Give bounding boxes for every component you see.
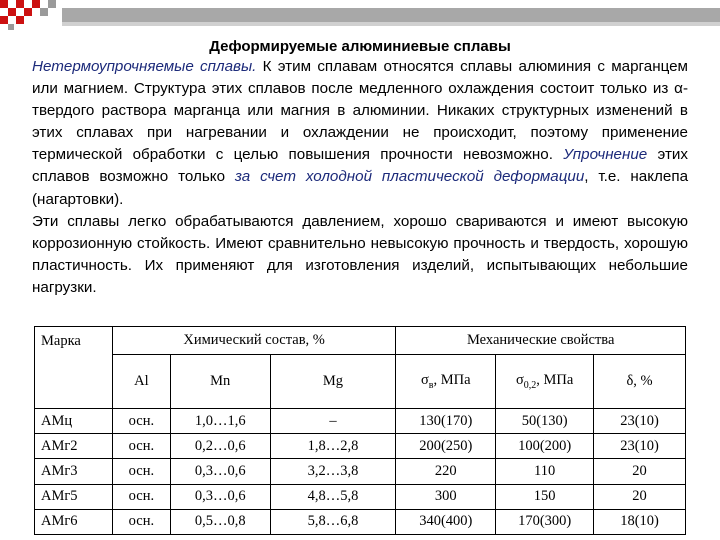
- cell-grade: АМг3: [35, 459, 113, 484]
- cell-sigma-b: 200(250): [396, 434, 496, 459]
- cell-al: осн.: [112, 434, 170, 459]
- table-row: [35, 434, 686, 459]
- checkered-squares-icon: [0, 0, 720, 30]
- table-row: [35, 484, 686, 509]
- cell-al: осн.: [112, 509, 170, 534]
- table-row: [35, 509, 686, 534]
- sigma-b-index: в: [428, 379, 434, 391]
- sigma-b-unit: , МПа: [433, 372, 471, 389]
- header-mg: Mg: [270, 355, 396, 409]
- text-a: К этим сплавам относятся сплавы алюминия с марганцем или магнием. Структура этих сплавов после медленного охлаждения состоит только из α-твердого раствора марганца или магния в алюминии. Никаких структурных изменений в этих сплавах при нагревании и охлаждении не происходит, поэтому применение термической обработки с целью повышения прочности невозможно.: [32, 58, 688, 164]
- table-subheader-row: [35, 355, 686, 409]
- cell-grade: АМг2: [35, 434, 113, 459]
- paragraph-properties: Эти сплавы легко обрабатываются давлением, хорошо свариваются и имеют высокую коррозионную стойкость. Имеют сравнительно невысокую прочность и твердость, хорошую пластичность. Их применяют для изготовления изделий, испытывающих небольшие нагрузки.: [32, 212, 688, 296]
- cell-mg: 5,8…6,8: [270, 509, 396, 534]
- cell-sigma-b: 130(170): [396, 409, 496, 434]
- cell-sigma-02: 150: [496, 484, 594, 509]
- cell-delta: 20: [594, 484, 686, 509]
- header-tensile-strength: [396, 355, 496, 409]
- sigma-symbol: σ: [515, 372, 524, 389]
- body-text: [32, 56, 688, 299]
- page-title: Деформируемые алюминиевые сплавы: [209, 38, 511, 55]
- cell-mn: 0,5…0,8: [170, 509, 270, 534]
- alloy-properties-table: [34, 326, 686, 535]
- cell-sigma-b: 300: [396, 484, 496, 509]
- sigma-02-unit: , МПа: [536, 372, 574, 389]
- cell-mg: 3,2…3,8: [270, 459, 396, 484]
- cell-mn: 0,3…0,6: [170, 484, 270, 509]
- header-yield-strength: [496, 355, 594, 409]
- cell-sigma-02: 110: [496, 459, 594, 484]
- cell-sigma-b: 340(400): [396, 509, 496, 534]
- table-row: [35, 459, 686, 484]
- cell-delta: 23(10): [594, 434, 686, 459]
- header-mechanical-properties: Механические свойства: [396, 327, 686, 355]
- table-row: [35, 409, 686, 434]
- header-mn: Mn: [170, 355, 270, 409]
- cell-delta: 18(10): [594, 509, 686, 534]
- header-al: Al: [112, 355, 170, 409]
- lead-italic: Нетермоупрочняемые сплавы.: [32, 58, 257, 75]
- cell-mg: –: [270, 409, 396, 434]
- cell-mn: 1,0…1,6: [170, 409, 270, 434]
- cell-mn: 0,2…0,6: [170, 434, 270, 459]
- cell-delta: 23(10): [594, 409, 686, 434]
- cell-grade: АМг6: [35, 509, 113, 534]
- cell-sigma-02: 100(200): [496, 434, 594, 459]
- cell-mg: 1,8…2,8: [270, 434, 396, 459]
- table-header-row: [35, 327, 686, 355]
- cell-sigma-02: 170(300): [496, 509, 594, 534]
- cell-delta: 20: [594, 459, 686, 484]
- header-chemical-composition: Химический состав, %: [112, 327, 395, 355]
- cell-al: осн.: [112, 409, 170, 434]
- cell-mg: 4,8…5,8: [270, 484, 396, 509]
- cell-al: осн.: [112, 459, 170, 484]
- header-elongation: δ, %: [594, 355, 686, 409]
- italic-cold-deformation: за счет холодной пластической деформации: [234, 168, 585, 186]
- cell-grade: АМг5: [35, 484, 113, 509]
- sigma-02-index: 0,2: [523, 379, 537, 391]
- text-e: , т.е. наклепа (нагартовки).: [32, 168, 689, 208]
- text-c: этих сплавов возможно только: [32, 146, 688, 186]
- paragraph-non-heat-treatable: [32, 56, 688, 211]
- cell-mn: 0,3…0,6: [170, 459, 270, 484]
- cell-al: осн.: [112, 484, 170, 509]
- cell-sigma-02: 50(130): [496, 409, 594, 434]
- header-grade: Марка: [35, 327, 113, 409]
- sigma-symbol: σ: [420, 372, 429, 389]
- cell-sigma-b: 220: [396, 459, 496, 484]
- cell-grade: АМц: [35, 409, 113, 434]
- italic-hardening: Упрочнение: [563, 146, 648, 164]
